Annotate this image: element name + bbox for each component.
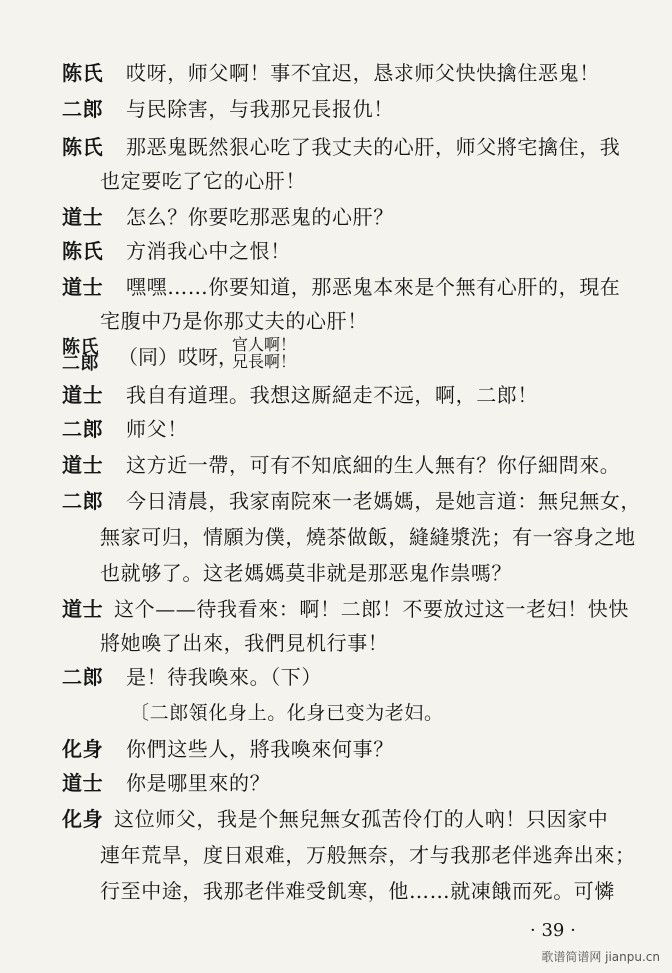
dialogue-continuation <box>100 524 636 550</box>
speaker-label: 二郎 <box>62 97 104 121</box>
alternative-line: 官人啊！ <box>232 335 297 354</box>
dialogue-text: 是！待我喚來。（下） <box>126 665 322 689</box>
dialogue-line <box>62 596 629 622</box>
dialogue-continuation <box>100 308 368 334</box>
speaker-label: 二郎 <box>62 489 104 513</box>
dialogue-line <box>62 770 270 796</box>
dialogue-text: 与民除害，与我那兄長报仇！ <box>126 97 394 121</box>
dialogue-line <box>62 452 620 478</box>
dialogue-text: 今日清晨，我家南院來一老媽媽，是她言道：無兒無女， <box>126 489 641 513</box>
dialogue-line <box>62 806 608 832</box>
dialogue-text: 連年荒旱，度日艰难，万般無奈，才与我那老伴逃奔出來； <box>100 843 636 867</box>
speaker-label: 陈氏 <box>62 337 99 358</box>
dialogue-text: 怎么？你要吃那恶鬼的心肝？ <box>126 205 394 229</box>
stage-direction <box>130 700 444 726</box>
dialogue-continuation <box>100 842 636 868</box>
dialogue-line <box>62 488 641 514</box>
speaker-label: 化身 <box>62 737 104 761</box>
dialogue-continuation <box>100 878 615 904</box>
dialogue-line <box>62 134 620 160</box>
dialogue-line <box>62 416 188 442</box>
speaker-label: 道士 <box>62 275 104 299</box>
speaker-label: 二郎 <box>62 665 104 689</box>
dialogue-text: 行至中途，我那老伴难受飢寒，他……就凍餓而死。可憐 <box>100 879 615 903</box>
dialogue-text: 宅腹中乃是你那丈夫的心肝！ <box>100 309 368 333</box>
dialogue-text: 你是哪里來的？ <box>126 771 271 795</box>
dialogue-line <box>62 204 394 230</box>
speaker-label: 陈氏 <box>62 239 104 263</box>
dialogue-line <box>62 96 394 122</box>
dialogue-text: 哎呀，师父啊！事不宜迟，恳求师父快快擒住恶鬼！ <box>126 61 600 85</box>
stage-direction-text: 〔二郎領化身上。化身已变为老妇。 <box>130 702 444 724</box>
dialogue-text: 这位师父，我是个無兒無女孤苦伶仃的人吶！只因家中 <box>114 807 609 831</box>
dialogue-text: 也就够了。这老媽媽莫非就是那恶鬼作祟嗎？ <box>100 561 512 585</box>
dialogue-text: 我自有道理。我想这厮絕走不远，啊，二郎！ <box>126 383 538 407</box>
page-number: · 39 · <box>530 920 576 941</box>
dialogue-line <box>62 664 322 690</box>
combined-speakers <box>62 337 99 374</box>
dialogue-text: 这个——待我看來：啊！二郎！不要放过这一老妇！快快 <box>114 597 629 621</box>
dialogue-line <box>62 274 620 300</box>
dialogue-text: 無家可归，情願为僕，燒茶做飯，縫縫漿洗；有一容身之地 <box>100 525 636 549</box>
alternative-line: 兄長啊！ <box>232 352 297 371</box>
dialogue-text: 也定要吃了它的心肝！ <box>100 169 306 193</box>
speaker-label: 陈氏 <box>62 61 104 85</box>
speaker-label: 道士 <box>62 383 104 407</box>
combined-text: （同）哎呀， <box>118 345 238 369</box>
watermark: 歌谱简谱网 jianpu.cn <box>541 950 660 964</box>
dialogue-line <box>62 382 538 408</box>
speaker-label: 二郎 <box>62 353 99 374</box>
dialogue-continuation <box>100 560 512 586</box>
dialogue-line <box>62 736 394 762</box>
dialogue-text: 方消我心中之恨！ <box>126 239 291 263</box>
dialogue-continuation <box>100 168 306 194</box>
dialogue-text: 师父！ <box>126 417 188 441</box>
speaker-label: 道士 <box>62 205 104 229</box>
speaker-label: 二郎 <box>62 417 104 441</box>
dialogue-text: 你們这些人，將我喚來何事？ <box>126 737 394 761</box>
dialogue-line <box>62 238 291 264</box>
dialogue-text: 这方近一帶，可有不知底細的生人無有？你仔細問來。 <box>126 453 621 477</box>
combined-alternatives <box>232 336 296 370</box>
speaker-label: 道士 <box>62 453 104 477</box>
dialogue-text: 嘿嘿……你要知道，那恶鬼本來是个無有心肝的，現在 <box>126 275 621 299</box>
dialogue-line <box>62 60 600 86</box>
dialogue-text: 那恶鬼既然狠心吃了我丈夫的心肝，师父將宅擒住，我 <box>126 135 621 159</box>
speaker-label: 道士 <box>62 771 104 795</box>
speaker-label: 陈氏 <box>62 135 104 159</box>
dialogue-text: 將她喚了出來，我們見机行事！ <box>100 631 389 655</box>
speaker-label: 道士 <box>62 597 104 621</box>
speaker-label: 化身 <box>62 807 104 831</box>
dialogue-continuation <box>100 630 388 656</box>
